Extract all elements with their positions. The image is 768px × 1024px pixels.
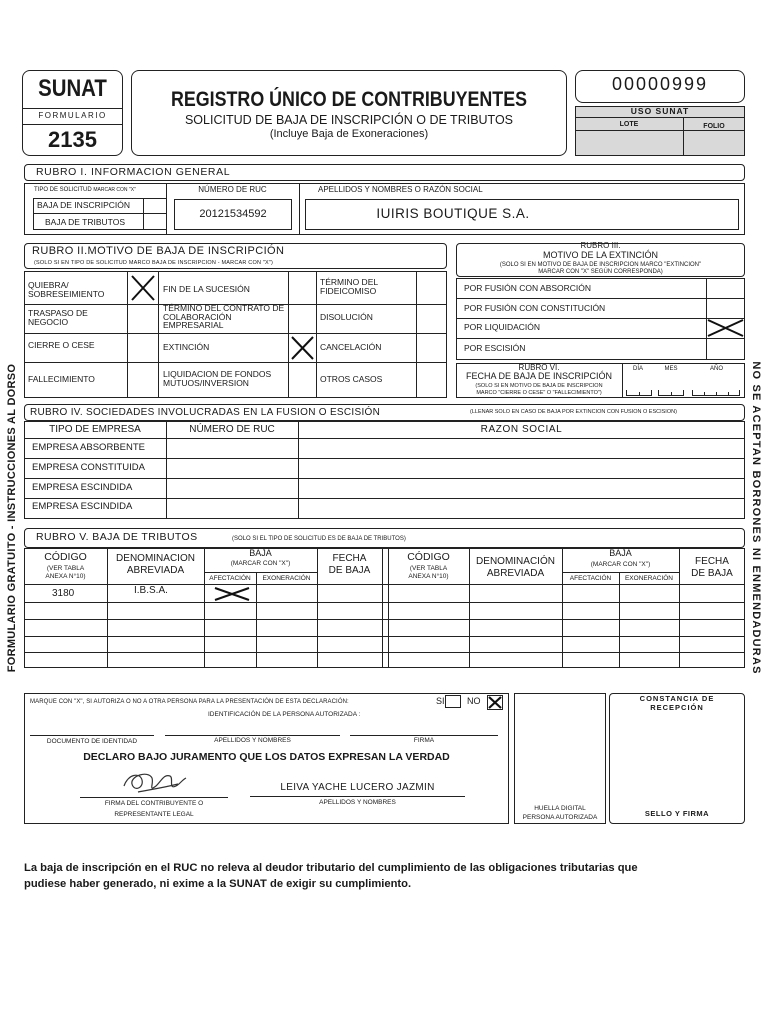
col-numero-ruc: NÚMERO DE RUC [189,424,275,435]
motivo-disolucion[interactable]: DISOLUCIÓN [320,312,373,322]
representante-nombre[interactable]: LEIVA YACHE LUCERO JAZMIN [280,782,435,793]
tributo-codigo-1[interactable]: 3180 [52,588,75,599]
nombre-label: APELLIDOS Y NOMBRES O RAZÓN SOCIAL [318,185,483,194]
rubro6-title-2: FECHA DE BAJA DE INSCRIPCIÓN [465,371,613,381]
ruc-label: NÚMERO DE RUC [198,185,267,194]
col-fecha-b: FECHA [695,556,729,567]
rubro6-note-2: MARCO "CIERRE O CESE" O "FALLECIMIENTO") [476,390,602,396]
apellidos-label: APELLIDOS Y NOMBRES [214,737,291,744]
firma-contrib-label-1: FIRMA DEL CONTRIBUYENTE O [104,800,204,807]
doc-identidad-label: DOCUMENTO DE IDENTIDAD [46,738,138,745]
rubro1-title: RUBRO I. INFORMACION GENERAL [36,166,231,178]
x-mark-no [487,695,503,710]
rubro5-note: (SOLO SI EL TIPO DE SOLICITUD ES DE BAJA DE TRIBUTOS) [232,536,406,542]
rubro3-title: RUBRO III. [580,241,621,250]
contribuyente-signature [118,764,190,798]
col-debaja-a: DE BAJA [328,565,371,576]
apellidos-label-2: APELLIDOS Y NOMBRES [319,799,396,806]
extincion-fusion-constitucion[interactable]: POR FUSIÓN CON CONSTITUCIÓN [464,303,606,313]
rubro4-title: RUBRO IV. SOCIEDADES INVOLUCRADAS EN LA FUSION O ESCISIÓN [30,407,381,418]
x-mark-afectacion [212,585,252,603]
formulario-label: FORMULARIO [38,111,107,120]
side-left-text: FORMULARIO GRATUITO - INSTRUCCIONES AL DORSO [6,363,18,673]
motivo-traspaso[interactable]: TRASPASO DE NEGOCIO [28,308,88,328]
sello-firma-label: SELLO Y FIRMA [644,809,710,818]
uso-sunat-label: USO SUNAT [630,106,690,116]
col-debaja-b: DE BAJA [691,568,733,579]
rubro6-note-1: (SOLO SI EN MOTIVO DE BAJA DE INSCRIPCION [475,383,603,389]
col-tipo-empresa: TIPO DE EMPRESA [49,424,141,435]
col-baja-a: BAJA [249,548,272,558]
tipo-solicitud-text: TIPO DE SOLICITUD [34,187,92,193]
empresa-escindida-2: EMPRESA ESCINDIDA [32,501,133,512]
tipo-solicitud-note: MARCAR CON "X" [93,187,136,193]
col-denom-a: DENOMINACION [116,553,195,564]
extincion-fusion-absorcion[interactable]: POR FUSIÓN CON ABSORCIÓN [464,283,592,293]
x-mark-liquidacion [706,318,745,338]
page-title: REGISTRO ÚNICO DE CONTRIBUYENTES [170,88,528,111]
baja-inscripcion-option[interactable]: BAJA DE INSCRIPCIÓN [37,200,131,210]
col-abrev-a: ABREVIADA [126,565,185,576]
autoriza-si-checkbox[interactable] [445,695,461,708]
autoriza-si-label: SI [436,696,445,706]
tipo-solicitud-label [34,187,136,194]
rubro3-note-2: MARCAR CON "X" SEGÚN CORRESPONDA) [538,269,663,275]
form-number: 2135 [48,127,97,152]
motivo-termino-fideicomiso[interactable]: TÉRMINO DEL FIDEICOMISO [320,277,378,297]
motivo-fallecimiento[interactable]: FALLECIMIENTO [28,374,95,384]
baja-tributos-option[interactable]: BAJA DE TRIBUTOS [45,217,125,227]
motivo-otros[interactable]: OTROS CASOS [320,374,383,384]
page-subtitle-2: (Incluye Baja de Exoneraciones) [269,128,429,140]
fecha-ano-label: AÑO [709,366,723,372]
empresa-absorbente: EMPRESA ABSORBENTE [32,442,145,453]
col-afect-b: AFECTACIÓN [569,575,612,582]
motivo-termino-contrato[interactable]: TÉRMINO DEL CONTRATO DE COLABORACIÓN EMPRESARIAL [163,303,285,330]
declaro-text: DECLARO BAJO JURAMENTO QUE LOS DATOS EXPRESAN LA VERDAD [83,751,450,763]
nombre-field[interactable]: IUIRIS BOUTIQUE S.A. [376,206,530,221]
motivo-cierre[interactable]: CIERRE O CESE [28,340,95,350]
constancia-box [609,693,745,824]
huella-label-2: PERSONA AUTORIZADA [522,814,598,821]
col-baja-b: BAJA [609,548,632,558]
empresa-escindida-1: EMPRESA ESCINDIDA [32,482,133,493]
extincion-liquidacion[interactable]: POR LIQUIDACIÓN [464,322,541,332]
constancia-label-1: CONSTANCIA DE [639,694,715,703]
autoriza-no-label: NO [467,696,481,706]
motivo-quiebra[interactable]: QUIEBRA/ SOBRESEIMIENTO [28,280,105,300]
footer-line-1: La baja de inscripción en el RUC no releva al deudor tributario del cumplimiento de las obligaciones tributarias que [24,862,638,874]
page-subtitle: SOLICITUD DE BAJA DE INSCRIPCIÓN O DE TRIBUTOS [184,113,514,127]
firma-label: FIRMA [413,737,435,744]
firma-contrib-label-2: REPRESENTANTE LEGAL [114,811,194,818]
rubro3-title-2: MOTIVO DE LA EXTINCIÓN [542,250,659,260]
motivo-liquidacion-fondos[interactable]: LIQUIDACION DE FONDOS MUTUOS/INVERSION [163,369,272,389]
constancia-label-2: RECEPCIÓN [650,703,704,712]
side-right-text: NO SE ACEPTAN BORRONES NI ENMENDADURAS [750,361,762,675]
rubro2-note: (SOLO SI EN TIPO DE SOLICITUD MARCO BAJA DE INSCRIPCION - MARCAR CON "X") [34,260,274,266]
col-fecha-a: FECHA [332,553,367,564]
col-marcar-a: (MARCAR CON "X") [230,560,291,567]
x-mark-quiebra [128,272,158,304]
empresa-constituida: EMPRESA CONSTITUIDA [32,462,145,473]
col-afect-a: AFECTACIÓN [209,575,251,582]
col-codigo-b: CÓDIGO [407,551,450,563]
rubro3-note-1: (SOLO SI EN MOTIVO DE BAJA DE INSCRIPCION MARCO "EXTINCION" [499,262,702,268]
col-codigo-a-note2: ANEXA N°10) [45,573,86,580]
ident-persona-label: IDENTIFICACIÓN DE LA PERSONA AUTORIZADA : [208,711,361,718]
col-razon-social: RAZON SOCIAL [480,424,563,435]
motivo-fin-sucesion[interactable]: FIN DE LA SUCESIÓN [163,284,250,294]
fecha-dia-label: DÍA [632,366,643,372]
x-mark-extincion [289,334,316,362]
col-abrev-b: ABREVIADA [486,568,545,579]
extincion-escision[interactable]: POR ESCISIÓN [464,343,526,353]
rubro6-title: RUBRO VI. [518,363,560,372]
col-marcar-b: (MARCAR CON "X") [590,561,651,568]
motivo-extincion[interactable]: EXTINCIÓN [163,342,210,352]
autoriza-text: MARQUE CON "X", SI AUTORIZA O NO A OTRA PERSONA PARA LA PRESENTACIÓN DE ESTA DECLARACIÓN: [30,699,349,705]
ruc-field[interactable]: 20121534592 [199,208,267,220]
col-codigo-b-note2: ANEXA N°10) [408,573,449,580]
col-exon-b: EXONERACIÓN [624,575,674,582]
serial-number: 00000999 [611,74,709,94]
rubro5-title: RUBRO V. BAJA DE TRIBUTOS [36,531,198,543]
fecha-mes-label: MES [664,366,678,372]
lote-label: LOTE [619,121,639,128]
rubro4-note: (LLENAR SOLO EN CASO DE BAJA POR EXTINCION CON FUSION O ESCISION) [470,409,677,415]
huella-label-1: HUELLA DIGITAL [534,805,586,812]
tributo-denom-1[interactable]: I.B.S.A. [134,585,168,596]
col-codigo-b-note1: (VER TABLA [409,565,448,572]
col-exon-a: EXONERACIÓN [262,575,311,582]
col-codigo-a-note1: (VER TABLA [46,565,85,572]
motivo-cancelacion[interactable]: CANCELACIÓN [320,342,382,352]
col-codigo-a: CÓDIGO [44,551,87,563]
col-denom-b: DENOMINACIÓN [476,556,555,567]
sunat-logo-text: SUNAT [38,75,107,102]
folio-label: FOLIO [703,123,725,130]
rubro2-title: RUBRO II.MOTIVO DE BAJA DE INSCRIPCIÓN [32,245,285,257]
footer-line-2: pudiese haber generado, ni exime a la SUNAT de exigir su cumplimiento. [24,878,412,890]
